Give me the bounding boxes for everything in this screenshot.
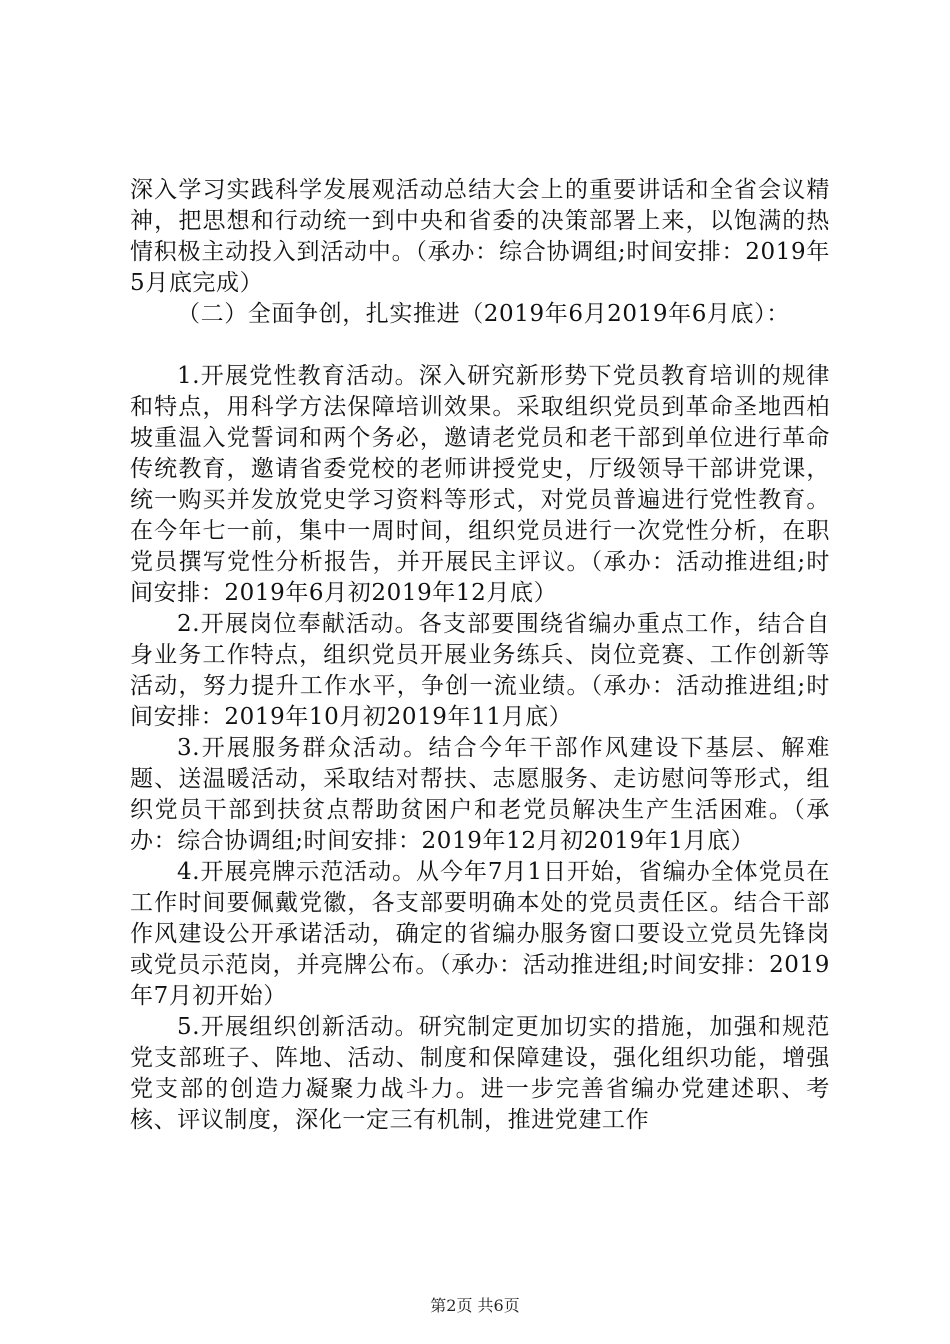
paragraph-continuation: 深入学习实践科学发展观活动总结大会上的重要讲话和全省会议精神，把思想和行动统一到中央和省委的决策部署上来，以饱满的热情积极主动投入到活动中。（承办：综合协调组;时间安排：2019年5月底完成） — [130, 177, 830, 296]
paragraph-item-5: 5.开展组织创新活动。研究制定更加切实的措施，加强和规范党支部班子、阵地、活动、制度和保障建设，强化组织功能，增强党支部的创造力凝聚力战斗力。进一步完善省编办党建述职、考核、评议制度，深化一定三有机制，推进党建工作 — [130, 1014, 830, 1133]
page-number-footer: 第2页 共6页 — [430, 1296, 520, 1315]
document-body — [130, 175, 830, 1136]
paragraph-item-4: 4.开展亮牌示范活动。从今年7月1日开始，省编办全体党员在工作时间要佩戴党徽，各支部要明确本处的党员责任区。结合干部作风建设公开承诺活动，确定的省编办服务窗口要设立党员先锋岗或党员示范岗，并亮牌公布。（承办：活动推进组;时间安排：2019年7月初开始） — [130, 859, 830, 1009]
paragraph-item-2: 2.开展岗位奉献活动。各支部要围绕省编办重点工作，结合自身业务工作特点，组织党员开展业务练兵、岗位竞赛、工作创新等活动，努力提升工作水平，争创一流业绩。（承办：活动推进组;时间安排：2019年10月初2019年11月底） — [130, 611, 830, 730]
paragraph-item-3: 3.开展服务群众活动。结合今年干部作风建设下基层、解难题、送温暖活动，采取结对帮扶、志愿服务、走访慰问等形式，组织党员干部到扶贫点帮助贫困户和老党员解决生产生活困难。（承办：综合协调组;时间安排：2019年12月初2019年1月底） — [130, 735, 830, 854]
section-heading: （二）全面争创，扎实推进（2019年6月2019年6月底）： — [177, 301, 790, 327]
paragraph-item-1: 1.开展党性教育活动。深入研究新形势下党员教育培训的规律和特点，用科学方法保障培训效果。采取组织党员到革命圣地西柏坡重温入党誓词和两个务必，邀请老党员和老干部到单位进行革命传统教育，邀请省委党校的老师讲授党史，厅级领导干部讲党课，统一购买并发放党史学习资料等形式，对党员普遍进行党性教育。在今年七一前，集中一周时间，组织党员进行一次党性分析，在职党员撰写党性分析报告，并开展民主评议。（承办：活动推进组;时间安排：2019年6月初2019年12月底） — [130, 363, 830, 606]
